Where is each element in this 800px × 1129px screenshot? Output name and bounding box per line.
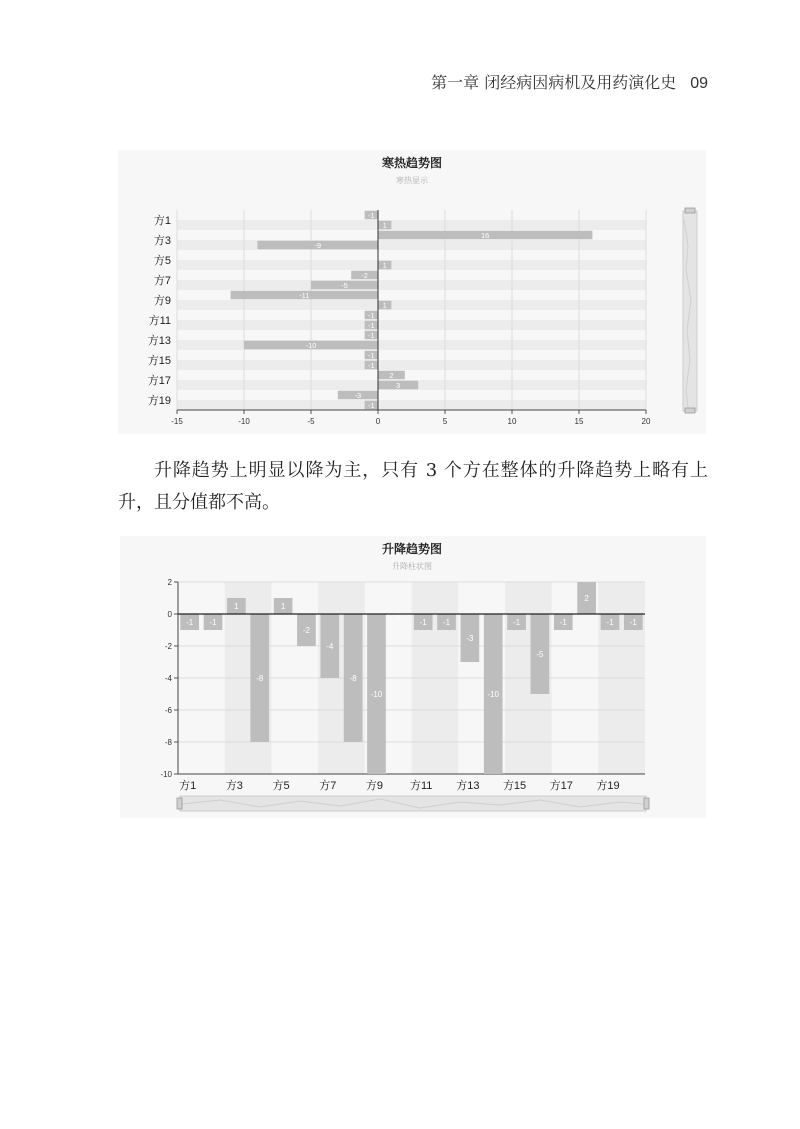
x-tick-label: 10 (507, 417, 517, 426)
y-tick-label: 方1 (153, 215, 171, 227)
data-label: 0 (397, 611, 403, 620)
y-tick-label: -8 (164, 738, 172, 747)
data-label: -1 (442, 618, 451, 627)
data-label: -1 (367, 361, 375, 370)
data-label: -5 (341, 281, 348, 290)
data-label: -1 (367, 311, 375, 320)
data-label: -1 (186, 618, 194, 627)
data-label: -1 (367, 331, 375, 340)
data-label: -1 (559, 618, 567, 627)
data-label: -8 (256, 674, 264, 683)
data-label: -1 (367, 401, 375, 410)
data-label: -1 (367, 211, 375, 220)
x-tick-label: 方19 (596, 780, 620, 792)
chart-subtitle: 寒热显示 (396, 176, 428, 185)
datazoom-handle-bottom (685, 408, 695, 413)
y-tick-label: 方7 (153, 275, 171, 287)
data-label: -5 (536, 650, 544, 659)
data-label: -2 (361, 271, 368, 280)
page-number: 09 (690, 75, 708, 92)
y-tick-label: -10 (160, 770, 172, 779)
x-tick-label: 方5 (272, 780, 290, 792)
row-band (177, 400, 646, 410)
data-label: 16 (481, 231, 490, 240)
x-tick-label: 方15 (502, 780, 527, 792)
data-label: -1 (419, 618, 427, 627)
rise-fall-chart-panel (120, 536, 706, 818)
data-label: -1 (367, 321, 375, 330)
datazoom-handle-left (177, 798, 182, 809)
data-label: -10 (487, 690, 500, 699)
x-tick-label: 20 (641, 417, 651, 426)
chart-subtitle: 升降柱状图 (392, 562, 432, 571)
y-tick-label: -6 (164, 706, 172, 715)
x-tick-label: -10 (238, 417, 250, 426)
x-tick-label: 方13 (456, 780, 480, 792)
y-tick-label: 方17 (147, 375, 171, 387)
data-label: -3 (354, 391, 362, 400)
row-band (177, 260, 646, 270)
x-tick-label: 5 (442, 417, 448, 426)
x-tick-label: 方11 (409, 780, 433, 792)
data-label: -1 (209, 618, 217, 627)
datazoom-handle-top (685, 208, 695, 213)
row-band (177, 360, 646, 370)
y-tick-label: 方3 (153, 235, 171, 247)
y-tick-label: 方9 (153, 295, 171, 307)
x-tick-label: 方7 (319, 780, 337, 792)
data-label: 2 (389, 371, 394, 380)
x-tick-label: 方1 (179, 780, 197, 792)
data-label: 2 (584, 594, 589, 603)
y-tick-label: 0 (167, 610, 172, 619)
datazoom-handle-right (644, 798, 649, 809)
y-tick-label: 2 (167, 578, 172, 587)
y-tick-label: 方13 (147, 335, 171, 347)
data-label: -9 (314, 241, 322, 250)
x-tick-label: -15 (171, 417, 183, 426)
x-tick-label: 15 (574, 417, 584, 426)
row-band (177, 300, 646, 310)
data-label: 0 (376, 251, 382, 260)
y-tick-label: 方5 (153, 255, 171, 267)
rise-fall-bar-chart (120, 536, 706, 818)
x-tick-label: 方17 (549, 780, 573, 792)
row-band (177, 220, 646, 230)
data-label: 1 (382, 261, 387, 270)
x-tick-label: 0 (375, 417, 381, 426)
x-tick-label: 方3 (225, 780, 243, 792)
x-tick-label: -5 (307, 417, 315, 426)
data-label: -1 (513, 618, 521, 627)
data-label: 1 (280, 602, 286, 611)
data-label: 1 (234, 602, 239, 611)
y-tick-label: 方19 (147, 395, 171, 407)
data-label: -3 (466, 634, 474, 643)
y-tick-label: -4 (164, 674, 172, 683)
data-label: 3 (396, 381, 401, 390)
y-tick-label: 方15 (147, 355, 171, 367)
y-tick-label: -2 (164, 642, 172, 651)
chart-title: 升降趋势图 (381, 542, 443, 556)
x-tick-label: 方9 (365, 780, 384, 792)
data-label: 1 (382, 301, 387, 310)
y-tick-label: 方11 (148, 315, 171, 327)
data-label: 1 (382, 221, 387, 230)
data-label: -8 (349, 674, 357, 683)
row-band (177, 240, 646, 250)
data-label: -1 (367, 351, 375, 360)
datazoom-track (180, 796, 646, 811)
cold-heat-chart-panel (118, 150, 706, 434)
cold-heat-bar-chart (118, 150, 706, 434)
row-band (177, 280, 646, 290)
data-label: -10 (370, 690, 383, 699)
chart-title: 寒热趋势图 (381, 156, 443, 170)
running-head (431, 70, 708, 93)
data-label: -1 (629, 618, 637, 627)
data-label: -1 (606, 618, 614, 627)
data-label: -11 (299, 291, 310, 300)
data-label: -2 (302, 626, 310, 635)
row-band (177, 320, 646, 330)
body-paragraph: 升降趋势上明显以降为主，只有 3 个方在整体的升降趋势上略有上升，且分值都不高。 (118, 460, 708, 513)
data-label: -4 (326, 642, 334, 651)
chapter-title: 第一章 闭经病因病机及用药演化史 (431, 73, 677, 92)
data-label: -10 (305, 341, 317, 350)
